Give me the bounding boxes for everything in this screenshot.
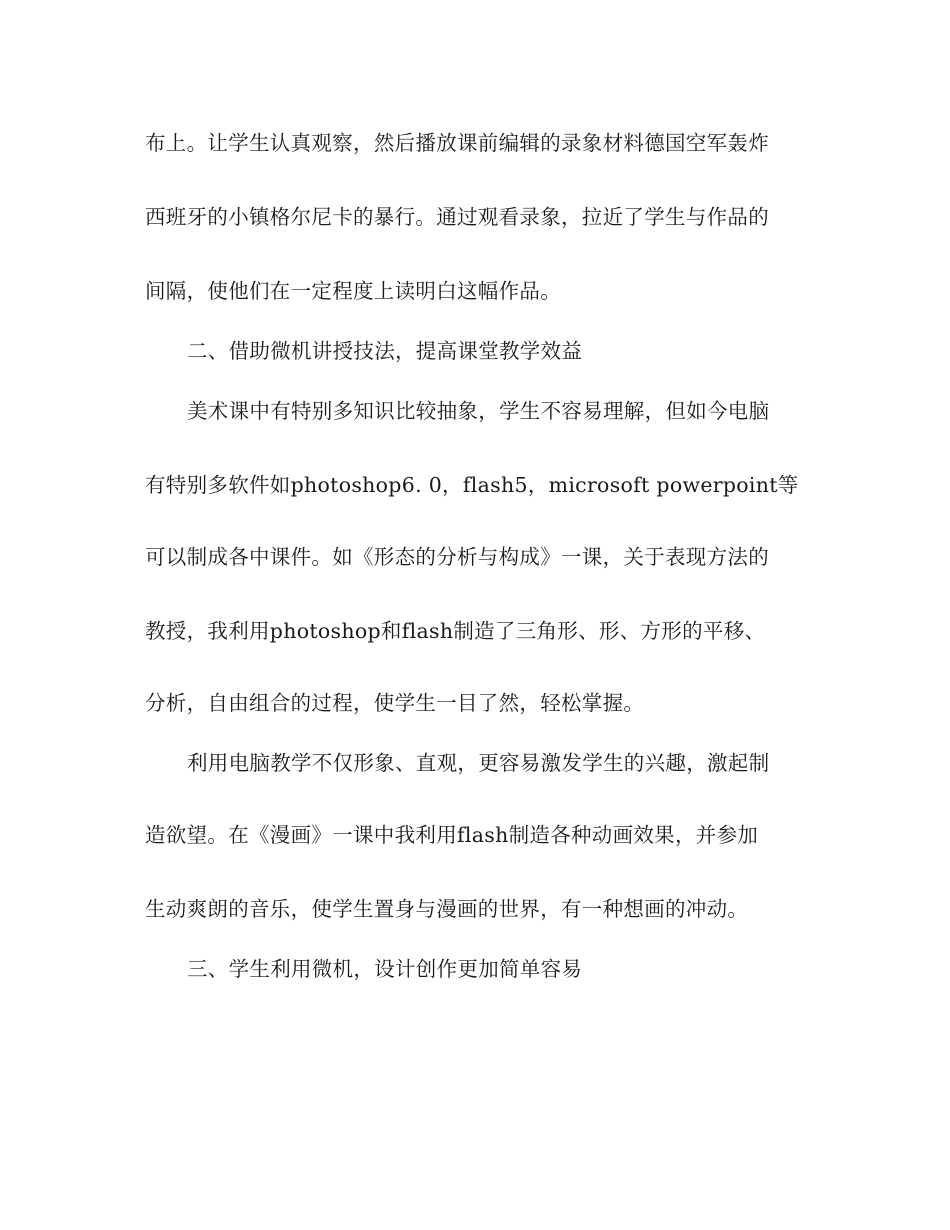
text-line: 布上。让学生认真观察，然后播放课前编辑的录象材料德国空军轰炸 — [145, 131, 769, 155]
text-line: 可以制成各中课件。如《形态的分析与构成》一课，关于表现方法的 — [145, 545, 769, 569]
section-heading: 二、借助微机讲授技法，提高课堂教学效益 — [187, 339, 583, 363]
text-line: 间隔，使他们在一定程度上读明白这幅作品。 — [145, 279, 561, 303]
text-line: 美术课中有特别多知识比较抽象，学生不容易理解，但如今电脑 — [187, 399, 770, 423]
text-line: 分析，自由组合的过程，使学生一目了然，轻松掌握。 — [145, 691, 645, 715]
text-line: 利用电脑教学不仅形象、直观，更容易激发学生的兴趣，激起制 — [187, 751, 770, 775]
text-line: 造欲望。在《漫画》一课中我利用flash制造各种动画效果，并参加 — [145, 823, 759, 847]
text-line: 生动爽朗的音乐，使学生置身与漫画的世界，有一种想画的冲动。 — [145, 897, 749, 921]
text-line: 教授，我利用photoshop和flash制造了三角形、形、方形的平移、 — [145, 619, 766, 643]
text-line: 有特别多软件如photoshop6. 0，flash5，microsoft powerpoint等 — [145, 473, 799, 497]
section-heading: 三、学生利用微机，设计创作更加简单容易 — [187, 957, 583, 981]
text-line: 西班牙的小镇格尔尼卡的暴行。通过观看录象，拉近了学生与作品的 — [145, 205, 769, 229]
